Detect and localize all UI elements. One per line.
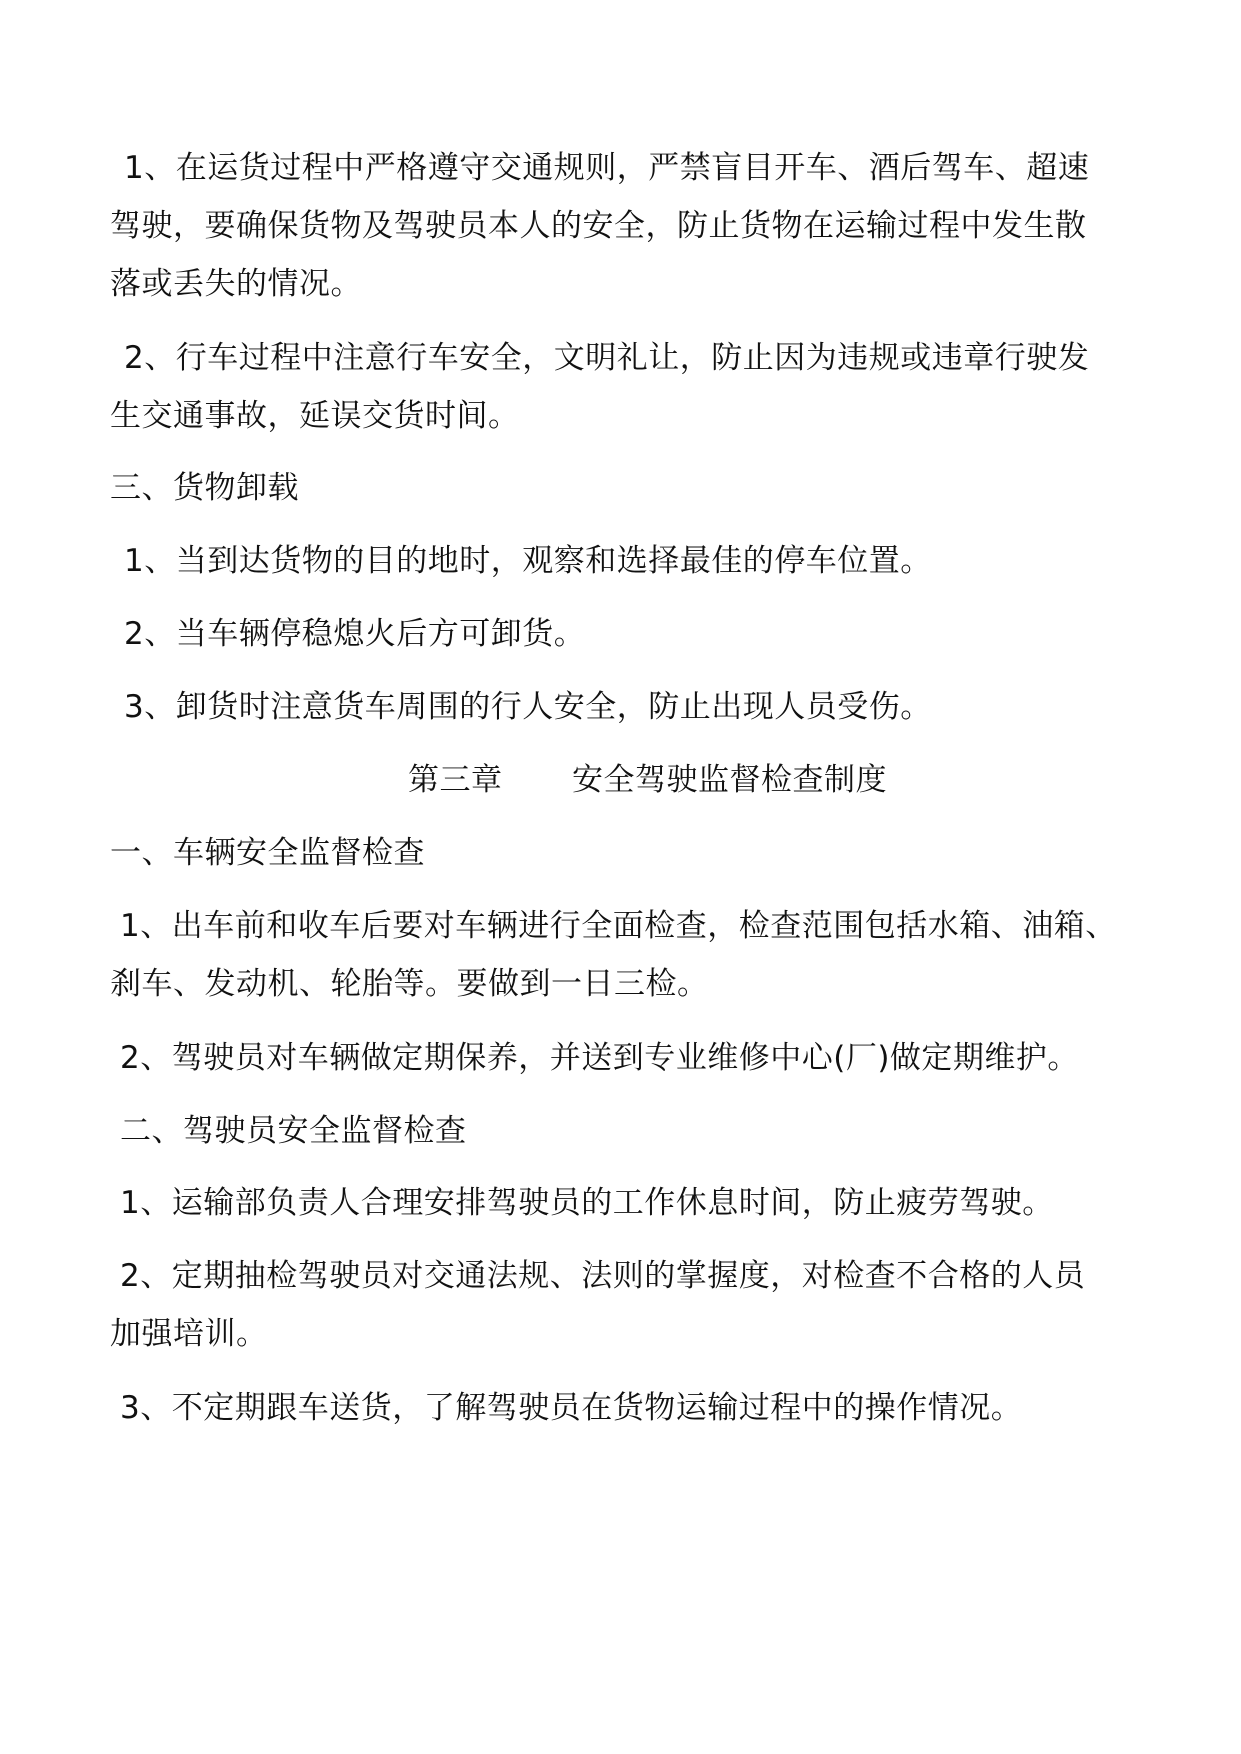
paragraph-1-line-2: 驾驶，要确保货物及驾驶员本人的安全，防止货物在运输过程中发生散 xyxy=(110,208,1087,244)
chapter-title: 安全驾驶监督检查制度 xyxy=(572,762,887,798)
paragraph-2-line-1: 2、行车过程中注意行车安全，文明礼让，防止因为违规或违章行驶发 xyxy=(124,340,1090,376)
unloading-item-2: 2、当车辆停稳熄火后方可卸货。 xyxy=(124,616,586,652)
driver-item-1: 1、运输部负责人合理安排驾驶员的工作休息时间，防止疲劳驾驶。 xyxy=(120,1185,1054,1221)
unloading-item-1: 1、当到达货物的目的地时，观察和选择最佳的停车位置。 xyxy=(124,543,932,579)
driver-item-2-line-1: 2、定期抽检驾驶员对交通法规、法则的掌握度，对检查不合格的人员 xyxy=(120,1258,1086,1294)
paragraph-1-line-1: 1、在运货过程中严格遵守交通规则，严禁盲目开车、酒后驾车、超速 xyxy=(124,150,1090,186)
vehicle-item-1-line-1: 1、出车前和收车后要对车辆进行全面检查，检查范围包括水箱、油箱、 xyxy=(120,908,1117,944)
section-heading-vehicle-inspection: 一、车辆安全监督检查 xyxy=(110,835,425,871)
unloading-item-3: 3、卸货时注意货车周围的行人安全，防止出现人员受伤。 xyxy=(124,689,932,725)
chapter-number: 第三章 xyxy=(408,762,503,798)
driver-item-3: 3、不定期跟车送货，了解驾驶员在货物运输过程中的操作情况。 xyxy=(120,1390,1023,1426)
vehicle-item-1-line-2: 刹车、发动机、轮胎等。要做到一日三检。 xyxy=(110,966,709,1002)
paragraph-1-line-3: 落或丢失的情况。 xyxy=(110,266,362,302)
section-heading-unloading: 三、货物卸载 xyxy=(110,470,299,506)
section-heading-driver-inspection: 二、驾驶员安全监督检查 xyxy=(120,1113,467,1149)
vehicle-item-2: 2、驾驶员对车辆做定期保养，并送到专业维修中心(厂)做定期维护。 xyxy=(120,1040,1079,1076)
paragraph-2-line-2: 生交通事故，延误交货时间。 xyxy=(110,398,520,434)
driver-item-2-line-2: 加强培训。 xyxy=(110,1316,268,1352)
